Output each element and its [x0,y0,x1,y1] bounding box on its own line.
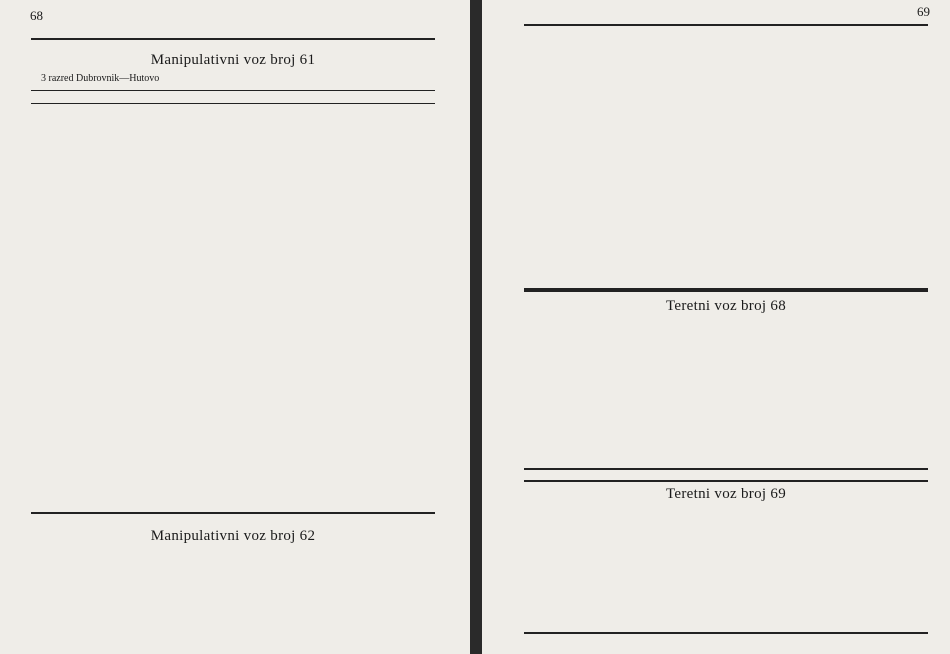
train-title: Manipulativni voz broj 61 [150,52,316,68]
timetable-61-continued [524,24,928,290]
column-header [31,90,435,104]
timetable-61 [31,38,435,514]
right-page [482,0,950,654]
timetable-68 [524,290,928,470]
left-page [0,0,470,654]
page-number: 69 [917,4,930,19]
book-gutter [470,0,482,654]
route-subtitle: 3 razred Dubrovnik—Hutovo [41,73,160,84]
train-title: Teretni voz broj 69 [665,486,787,502]
page-number: 68 [30,8,43,23]
timetable-69 [524,480,928,634]
train-title: Manipulativni voz broj 62 [150,528,316,544]
timetable-62 [31,512,435,654]
train-title: Teretni voz broj 68 [665,298,787,314]
